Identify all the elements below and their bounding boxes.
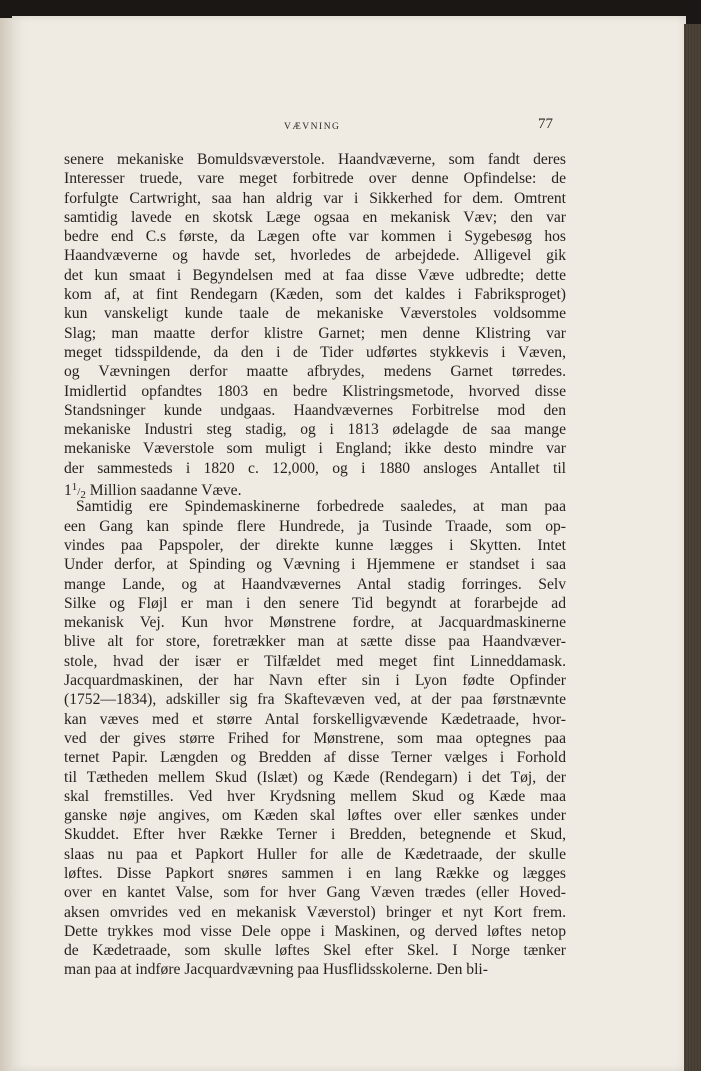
- text-line: det kun smaat i Begyndelsen med at faa disse Væve udbredte; dette: [64, 266, 566, 284]
- page-number: 77: [538, 116, 553, 132]
- fraction-line-rest: Million saadanne Væve.: [85, 482, 242, 500]
- text-line: Samtidig ere Spindemaskinerne forbedrede saaledes, at man paa: [76, 498, 566, 516]
- text-line: kun vanskeligt kunde taale de mekaniske Væverstoles voldsomme: [64, 305, 566, 323]
- text-line: skal fremstilles. Ved hver Krydsning mellem Skud og Kæde maa: [64, 787, 566, 805]
- fraction-numerator: 1: [71, 481, 78, 494]
- text-line: vindes paa Papspoler, der direkte kunne lægges i Skytten. Intet: [64, 536, 566, 554]
- text-line: stole, hvad der især er Tilfældet med meget fint Linneddamask.: [64, 652, 566, 670]
- text-line: forfulgte Cartwright, saa han aldrig var i Sikkerhed for dem. Omtrent: [64, 189, 566, 207]
- text-line: mange Lande, og at Haandvævernes Antal stadig forringes. Selv: [64, 575, 566, 593]
- text-line: ternet Papir. Længden og Bredden af disse Terner vælges i Forhold: [64, 749, 566, 767]
- text-line: de Kædetraade, som skulle løftes Skel efter Skel. I Norge tænker: [64, 942, 566, 960]
- text-line: til Tætheden mellem Skud (Islæt) og Kæde (Rendegarn) i det Tøj, der: [64, 768, 566, 786]
- text-line: mekanisk Vej. Kun hvor Mønstrene fordre, at Jacquardmaskinerne: [64, 614, 566, 632]
- text-line: Skuddet. Efter hver Række Terner i Bredden, betegnende et Skud,: [64, 826, 566, 844]
- text-line: meget tidsspildende, da den i de Tider udførtes stykkevis i Væven,: [64, 343, 566, 361]
- text-line: der sammesteds i 1820 c. 12,000, og i 1880 ansloges Antallet til: [64, 459, 566, 477]
- text-line: Jacquardmaskinen, der har Navn efter sin i Lyon fødte Opfinder: [64, 672, 566, 690]
- text-line: Dette trykkes mod visse Dele oppe i Maskinen, og derved løftes netop: [64, 922, 566, 940]
- text-line: aksen omvrides ved en mekanisk Væverstol) bringer et nyt Kort frem.: [64, 903, 566, 921]
- book-page-edges: [684, 24, 701, 1071]
- text-line: over en kantet Valse, som for hver Gang Væven trædes (eller Hoved-: [64, 884, 566, 902]
- text-line: Standsninger kunde undgaas. Haandvævernes Forbitrelse mod den: [64, 401, 566, 419]
- text-line: mekaniske Væverstole som muligt i England; ikke desto mindre var: [64, 440, 566, 458]
- text-line: og Vævningen derfor maatte afbrydes, medens Garnet tørredes.: [64, 363, 566, 381]
- text-line: een Gang kan spinde flere Hundrede, ja Tusinde Traade, som op-: [64, 517, 566, 535]
- text-line: Haandvæverne og havde set, hvorledes de arbejdede. Alligevel gik: [64, 247, 566, 265]
- page-header: [12, 108, 686, 134]
- text-line: Imidlertid opfandtes 1803 en bedre Klistringsmetode, hvorved disse: [64, 382, 566, 400]
- text-line: kan væves med et større Antal forskelligvævende Kædetraade, hvor-: [64, 710, 566, 728]
- body-text: [64, 150, 566, 980]
- text-line: slaas nu paa et Papkort Huller for alle de Kædetraade, der skulle: [64, 845, 566, 863]
- text-line: blive alt for store, foretrækker man at sætte disse paa Haandvæver-: [64, 633, 566, 651]
- fraction-whole: 1: [64, 482, 72, 500]
- text-line: ved der gives større Frihed for Mønstrene, som maa optegnes paa: [64, 729, 566, 747]
- text-line: Silke og Fløjl er man i den senere Tid begyndt at forarbejde ad: [64, 594, 566, 612]
- text-line: ganske nøje angives, om Kæden skal løftes over eller sænkes under: [64, 807, 566, 825]
- text-line: samtidig lavede en skotsk Læge ogsaa en mekanisk Væv; den var: [64, 208, 566, 226]
- text-line: senere mekaniske Bomuldsvæverstole. Haandvæverne, som fandt deres: [64, 151, 566, 168]
- text-line-fraction: [64, 478, 566, 502]
- text-line: Interesser truede, vare meget forbitrede over denne Opfindelse: de: [64, 170, 566, 188]
- text-line: mekaniske Industri steg stadig, og i 1813 ødelagde de saa mange: [64, 421, 566, 439]
- fraction-slash: /: [77, 486, 81, 499]
- text-line: Slag; man maatte derfor klistre Garnet; men denne Klistring var: [64, 324, 566, 342]
- running-head: VÆVNING: [284, 122, 341, 132]
- text-line: Under derfor, at Spinding og Vævning i Hjemmene er standset i saa: [64, 556, 566, 574]
- fraction-denominator: 2: [80, 489, 86, 502]
- text-line: (1752—1834), adskiller sig fra Skaftevæven ved, at der paa førstnævnte: [64, 691, 566, 709]
- book-page: [12, 16, 686, 1071]
- text-line: bedre end C.s første, da Lægen ofte var kommen i Sygebesøg hos: [64, 228, 566, 246]
- text-line: kom af, at fint Rendegarn (Kæden, som det kaldes i Fabriksproget): [64, 286, 566, 304]
- text-line: man paa at indføre Jacquardvævning paa Husflidsskolerne. Den bli-: [64, 961, 488, 979]
- text-line: løftes. Disse Papkort snøres sammen i en lang Række og lægges: [64, 864, 566, 882]
